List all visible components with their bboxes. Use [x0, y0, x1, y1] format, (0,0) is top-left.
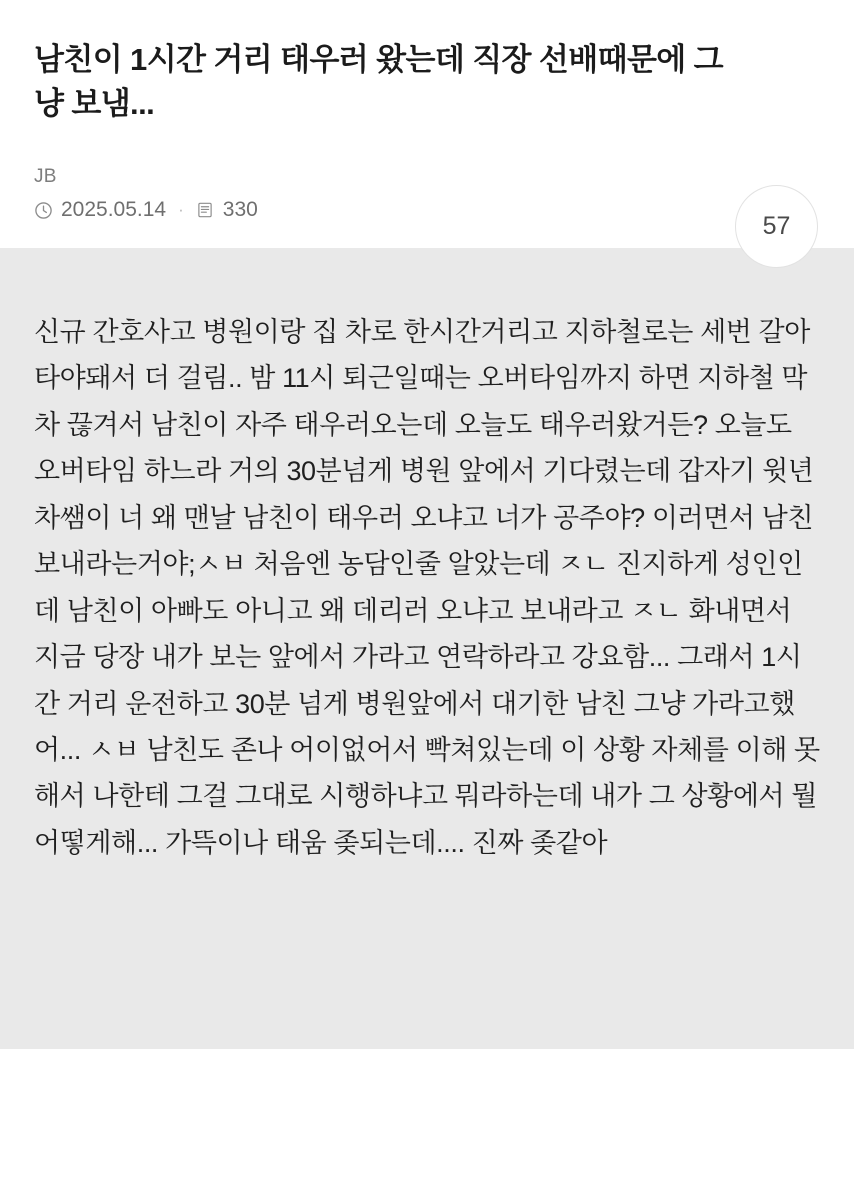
comment-count-badge[interactable]: 57: [735, 185, 818, 268]
article-body-text: 신규 간호사고 병원이랑 집 차로 한시간거리고 지하철로는 세번 갈아타야돼서 더 걸림.. 밤 11시 퇴근일때는 오버타임까지 하면 지하철 막차 끊겨서 남친이 자주 태우러오는데 오늘도 태우러왔거든? 오늘도 오버타임 하느라 거의 30분넘게 병원 앞에서 기다렸는데 갑자기 윗년차쌤이 너 왜 맨날 남친이 태우러 오냐고 너가 공주야? 이러면서 남친 보내라는거야;ㅅㅂ 처음엔 농담인줄 알았는데 ㅈㄴ 진지하게 성인인데 남친이 아빠도 아니고 왜 데리러 오냐고 보내라고 ㅈㄴ 화내면서 지금 당장 내가 보는 앞에서 가라고 연락하라고 강요함... 그래서 1시간 거리 운전하고 30분 넘게 병원앞에서 대기한 남친 그냥 가라고했어... ㅅㅂ 남친도 존나 어이없어서 빡쳐있는데 이 상황 자체를 이해 못해서 나한테 그걸 그대로 시행하냐고 뭐라하는데 내가 그 상황에서 뭘 어떻게해... 가뜩이나 태움 좆되는데.... 진짜 좆같아: [34, 317, 825, 858]
clock-icon: [34, 201, 53, 220]
page-title: 남친이 1시간 거리 태우러 왔는데 직장 선배때문에 그냥 보냄...: [34, 42, 723, 122]
meta-separator: ·: [178, 200, 184, 220]
document-lines-icon: [196, 201, 215, 220]
article-body: [0, 249, 854, 1049]
date-group: [34, 198, 166, 222]
article-header: [0, 0, 854, 249]
view-count: 330: [222, 198, 258, 222]
article-meta: [34, 166, 820, 222]
views-group: [196, 198, 258, 222]
publish-date: 2025.05.14: [61, 198, 167, 222]
meta-line: [34, 198, 820, 222]
author-name: JB: [34, 166, 57, 188]
